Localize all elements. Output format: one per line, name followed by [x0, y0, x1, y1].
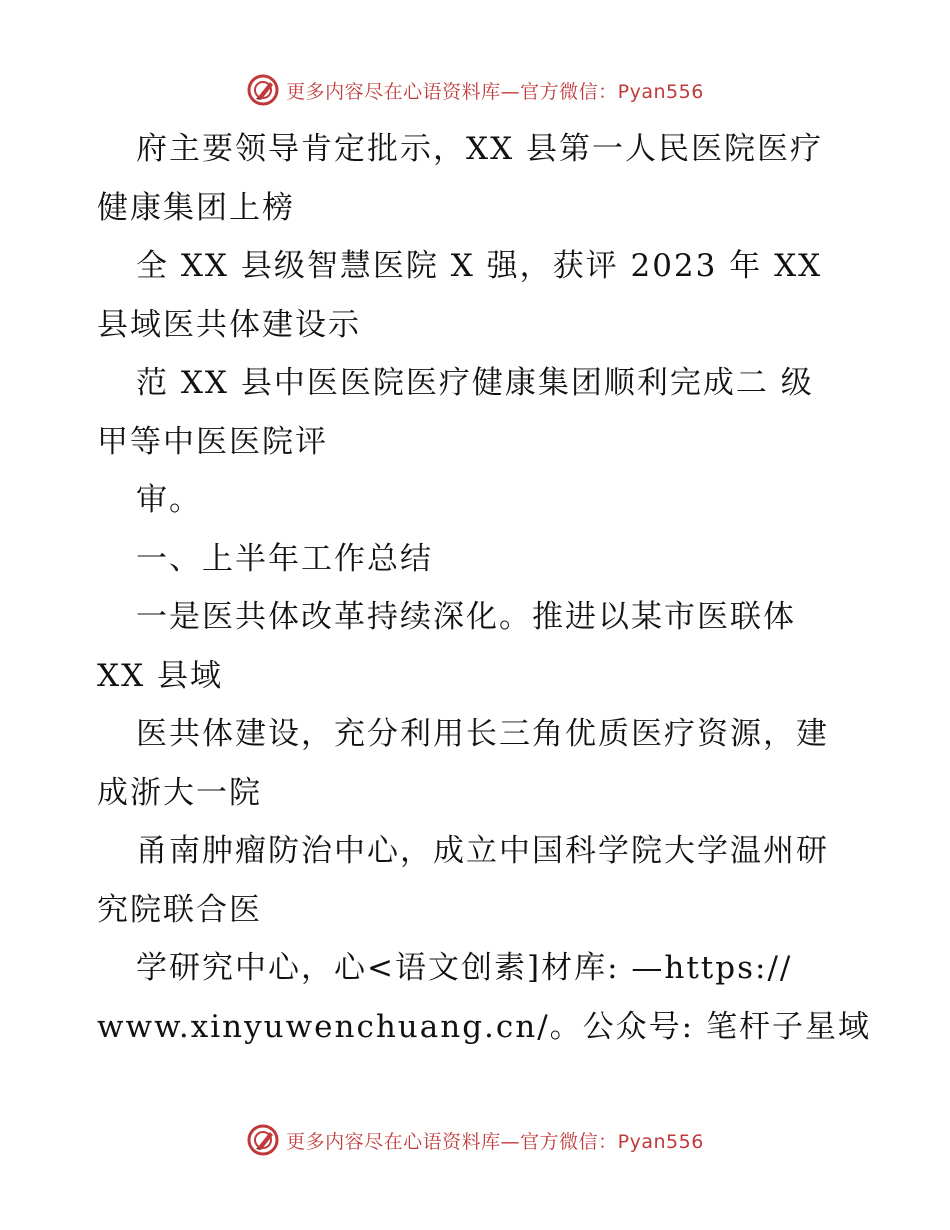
header-banner-text: 更多内容尽在心语资料库—官方微信：Pyan556: [286, 80, 704, 103]
body-line: XX 县域: [97, 657, 223, 694]
body-line: 甬南肿瘤防治中心，成立中国科学院大学温州研: [136, 833, 829, 869]
footer-banner: [0, 1120, 950, 1160]
header-banner: [0, 70, 950, 110]
body-line: 全 XX 县级智慧医院 X 强，获评 2023 年 XX: [136, 248, 823, 284]
body-line: 学研究中心，心<语文创素]材库: —https://: [136, 950, 793, 986]
body-line: 一是医共体改革持续深化。推进以某市医联体: [136, 599, 796, 635]
body-line: 县域医共体建设示: [97, 306, 361, 343]
body-line: 医共体建设，充分利用长三角优质医疗资源，建: [136, 716, 829, 752]
body-line: 府主要领导肯定批示，XX 县第一人民医院医疗: [136, 131, 823, 167]
body-line: 范 XX 县中医医院医疗健康集团顺利完成二 级: [136, 365, 814, 401]
document-body: [97, 120, 871, 1056]
section-heading: 一、上半年工作总结: [136, 540, 433, 577]
pen-circle-logo-icon: [246, 73, 280, 107]
body-line: www.xinyuwenchuang.cn/。公众号: 笔杆子星域: [97, 1008, 871, 1045]
pen-circle-logo-icon: [246, 1123, 280, 1157]
body-line: 审。: [136, 482, 202, 518]
body-line: 究院联合医: [97, 891, 262, 928]
body-line: 甲等中医医院评: [97, 423, 328, 460]
body-line: 成浙大一院: [97, 774, 262, 811]
footer-banner-text: 更多内容尽在心语资料库—官方微信：Pyan556: [286, 1130, 704, 1153]
body-line: 健康集团上榜: [97, 189, 295, 226]
